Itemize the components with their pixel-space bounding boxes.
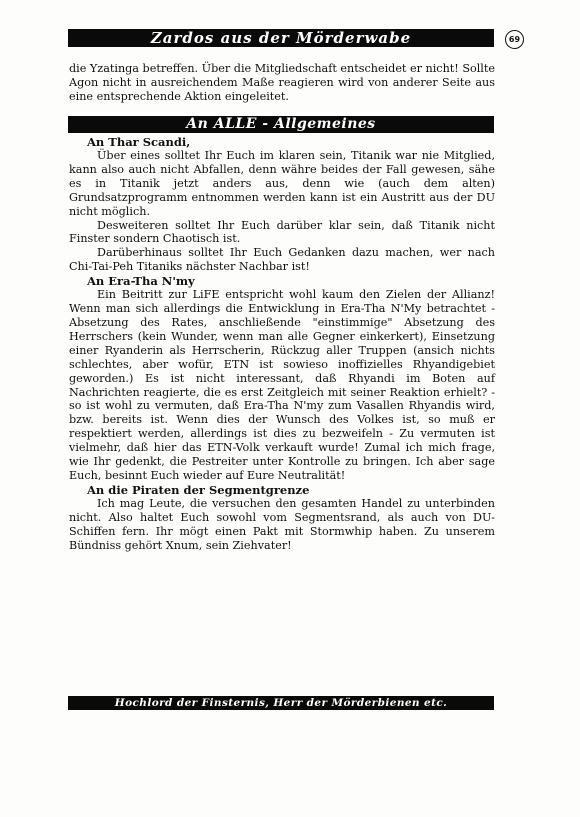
paragraph-thar-scandi-2: Desweiteren solltet Ihr Euch darüber klar sein, daß Titanik nicht Finster sondern Chaotisch ist. bbox=[69, 218, 495, 246]
heading-piraten: An die Piraten der Segmentgrenze bbox=[87, 482, 310, 497]
paragraph-thar-scandi-3: Darüberhinaus solltet Ihr Euch Gedanken dazu machen, wer nach Chi-Tai-Peh Titaniks nächster Nachbar ist! bbox=[69, 246, 495, 274]
section-title-bar bbox=[68, 116, 494, 133]
intro-text-block bbox=[69, 62, 495, 104]
paragraph-piraten: Ich mag Leute, die versuchen den gesamten Handel zu unterbinden nicht. Also haltet Euch sowohl vom Segmentsrand, als auch von DU-Schiffen fern. Ihr mögt einen Pakt mit Stormwhip haben. Zu unserem Bündniss gehört Xnum, sein Ziehvater! bbox=[69, 496, 495, 552]
header-title-bar bbox=[68, 29, 494, 47]
heading-era-tha-nmy: An Era-Tha N'my bbox=[87, 274, 195, 289]
footer-signature: Hochlord der Finsternis, Herr der Mörderbienen etc. bbox=[114, 697, 448, 709]
footer-signature-bar bbox=[68, 696, 494, 710]
section-title: An ALLE - Allgemeines bbox=[186, 116, 376, 132]
intro-paragraph: die Yzatinga betreffen. Über die Mitgliedschaft entscheidet er nicht! Sollte Agon nicht in ausreichendem Maße reagieren wird von anderer Seite aus eine entsprechende Aktion eingeleitet. bbox=[69, 62, 495, 103]
header-title: Zardos aus der Mörderwabe bbox=[150, 29, 412, 47]
paragraph-thar-scandi-1: Über eines solltet Ihr Euch im klaren sein, Titanik war nie Mitglied, kann also auch nicht Abfallen, denn währe beides der Fall gewesen, sähe es in Titanik jetzt anders aus, denn wie (auch dem alten) Grundsatzprogramm entnommen werden kann ist ein Austritt aus der DU nicht möglich. bbox=[69, 149, 495, 218]
paragraph-era-tha-nmy: Ein Beitritt zur LiFE entspricht wohl kaum den Zielen der Allianz! Wenn man sich allerdings die Entwicklung in Era-Tha N'My betrachtet - Absetzung des Rates, anschließende "einstimmige" Absetzung des Herrschers (kein Wunder, wenn man alle Gegner einkerkert), Einsetzung einer Ryanderin als Herrscherin, Rückzug aller Truppen (ansich nichts schlechtes, aber wofür, ETN ist sowieso inoffizielles Rhyandigebiet geworden.) Es ist nicht interessant, daß Rhyandi im Boten auf Nachrichten reagierte, die es erst Zeitgleich mit seiner Reaktion erhielt? - so ist wohl zu vermuten, daß Era-Tha N'my zum Vasallen Rhyandis wird, bzw. bereits ist. Wenn dies der Wunsch des Volkes ist, so muß er respektiert werden, allerdings ist dies zu bezweifeln - Zu vermuten ist vielmehr, daß hier das ETN-Volk verkauft wurde! Zumal ich mich frage, wie Ihr gedenkt, die Pestreiter unter Kontrolle zu bringen. Ich aber sage Euch, besinnt Euch wieder auf Eure Neutralität! bbox=[69, 288, 495, 482]
page-number-badge bbox=[505, 30, 524, 49]
heading-thar-scandi: An Thar Scandi, bbox=[87, 135, 191, 149]
body-text-block bbox=[69, 135, 495, 552]
page-number: 69 bbox=[508, 35, 521, 44]
